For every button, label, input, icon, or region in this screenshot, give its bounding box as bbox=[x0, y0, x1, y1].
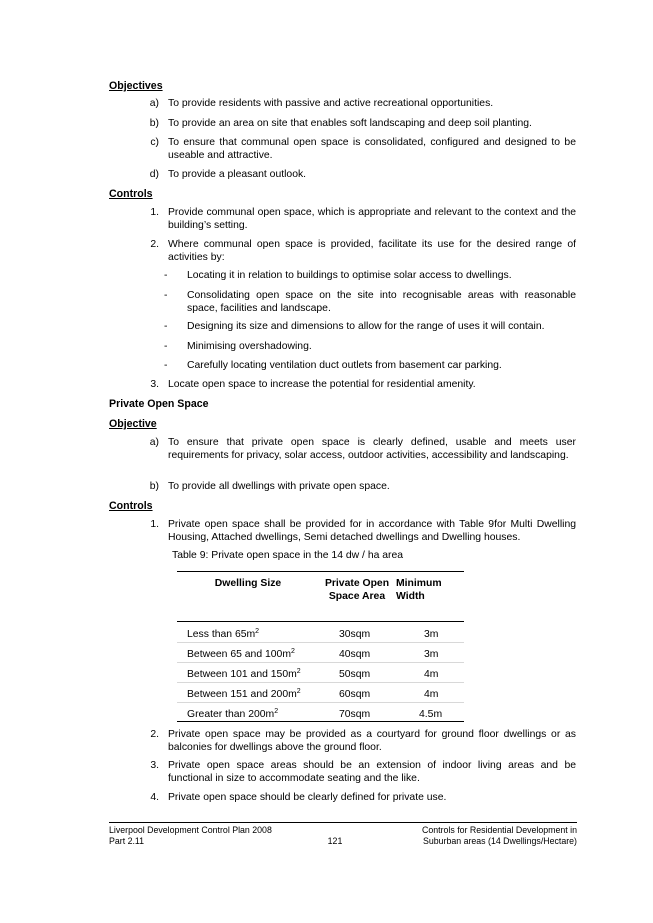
list-text: Private open space shall be provided for in accordance with Table 9for Multi Dwelling Housing, Attached dwellings, Semi detached dwellings and Dwelling houses. bbox=[168, 519, 576, 543]
table-bottom-rule bbox=[177, 721, 464, 722]
list-marker: 3. bbox=[150, 379, 159, 390]
footer-part: Part 2.11 bbox=[109, 836, 145, 846]
list-text: To ensure that communal open space is consolidated, configured and designed to be useable and attractive. bbox=[168, 137, 576, 161]
footer-plan-title: Liverpool Development Control Plan 2008 bbox=[109, 825, 272, 835]
cell-size: Between 65 and $100m^2$ bbox=[187, 648, 295, 660]
dash-marker: - bbox=[164, 270, 168, 281]
table-header-size: Dwelling Size bbox=[214, 578, 282, 589]
list-marker: c) bbox=[150, 137, 159, 148]
row-divider bbox=[177, 662, 464, 663]
objectives-heading: Objectives bbox=[109, 80, 163, 92]
list-text: To provide an area on site that enables soft landscaping and deep soil planting. bbox=[168, 118, 532, 129]
list-marker: 2. bbox=[150, 239, 159, 250]
footer-right bbox=[377, 825, 577, 847]
row-divider bbox=[177, 682, 464, 683]
dash-marker: - bbox=[164, 290, 168, 301]
list-marker: b) bbox=[149, 481, 159, 492]
list-marker: 2. bbox=[150, 729, 159, 740]
list-marker: a) bbox=[149, 437, 159, 448]
list-marker: a) bbox=[149, 98, 159, 109]
footer-left bbox=[109, 825, 272, 847]
row-divider bbox=[177, 642, 464, 643]
list-text: Private open space areas should be an extension of indoor living areas and be functional in size to accommodate seating and the like. bbox=[168, 760, 576, 784]
list-text: To ensure that private open space is clearly defined, usable and meets user requirements for privacy, solar access, outdoor activities, accessibility and landscaping. bbox=[168, 437, 576, 461]
cell-size: Between 151 and $200m^2$ bbox=[187, 688, 301, 700]
list-marker: 3. bbox=[150, 760, 159, 771]
list-text: Designing its size and dimensions to allow for the range of uses it will contain. bbox=[187, 321, 545, 332]
table-caption: Table 9: Private open space in the 14 dw / ha area bbox=[172, 550, 404, 561]
cell-area: 60sqm bbox=[339, 689, 371, 700]
list-text: Where communal open space is provided, facilitate its use for the desired range of activities by: bbox=[168, 239, 576, 263]
cell-area: 70sqm bbox=[339, 709, 371, 720]
list-marker: d) bbox=[149, 169, 159, 180]
page-number: 121 bbox=[327, 836, 343, 846]
footer-section-subtitle: Suburban areas (14 Dwellings/Hectare) bbox=[422, 836, 577, 846]
cell-size: Between 101 and $150m^2$ bbox=[187, 668, 301, 680]
list-marker: 1. bbox=[150, 519, 159, 530]
list-text: To provide a pleasant outlook. bbox=[168, 169, 307, 180]
cell-size: Less than $65m^2$ bbox=[187, 628, 260, 640]
list-text: To provide all dwellings with private open space. bbox=[168, 481, 390, 492]
cell-width: 4m bbox=[424, 669, 439, 680]
cell-area: 30sqm bbox=[339, 629, 371, 640]
table-top-rule bbox=[177, 571, 464, 572]
controls-heading: Controls bbox=[109, 188, 153, 200]
list-text: Provide communal open space, which is appropriate and relevant to the context and the building’s setting. bbox=[168, 207, 576, 231]
section-title: Private Open Space bbox=[109, 398, 209, 410]
list-text: Locate open space to increase the potential for residential amenity. bbox=[168, 379, 476, 390]
cell-width: 3m bbox=[424, 649, 439, 660]
footer-section-title: Controls for Residential Development in bbox=[422, 825, 577, 835]
cell-width: 3m bbox=[424, 629, 439, 640]
footer-rule bbox=[109, 822, 577, 823]
list-marker: 4. bbox=[150, 792, 159, 803]
list-text: Private open space may be provided as a courtyard for ground floor dwellings or as balconies for dwellings above the ground floor. bbox=[168, 729, 576, 753]
private-controls-heading: Controls bbox=[109, 500, 153, 512]
list-marker: 1. bbox=[150, 207, 159, 218]
cell-area: 40sqm bbox=[339, 649, 371, 660]
cell-width: 4m bbox=[424, 689, 439, 700]
dash-marker: - bbox=[164, 360, 168, 371]
cell-width: 4.5m bbox=[419, 709, 443, 720]
cell-area: 50sqm bbox=[339, 669, 371, 680]
list-text: Carefully locating ventilation duct outlets from basement car parking. bbox=[187, 360, 502, 371]
objective-heading: Objective bbox=[109, 418, 157, 430]
list-marker: b) bbox=[149, 118, 159, 129]
list-text: To provide residents with passive and active recreational opportunities. bbox=[168, 98, 494, 109]
table-header-rule bbox=[177, 621, 464, 622]
dash-marker: - bbox=[164, 321, 168, 332]
list-text: Private open space should be clearly defined for private use. bbox=[168, 792, 447, 803]
list-text: Minimising overshadowing. bbox=[187, 341, 312, 352]
table-header-area: Private Open Space Area bbox=[324, 578, 390, 602]
list-text: Consolidating open space on the site into recognisable areas with reasonable space, facilities and landscape. bbox=[187, 290, 576, 314]
table-header-width: Minimum Width bbox=[396, 578, 442, 602]
cell-size: Greater than $200m^2$ bbox=[187, 708, 279, 720]
dash-marker: - bbox=[164, 341, 168, 352]
row-divider bbox=[177, 702, 464, 703]
list-text: Locating it in relation to buildings to optimise solar access to dwellings. bbox=[187, 270, 512, 281]
